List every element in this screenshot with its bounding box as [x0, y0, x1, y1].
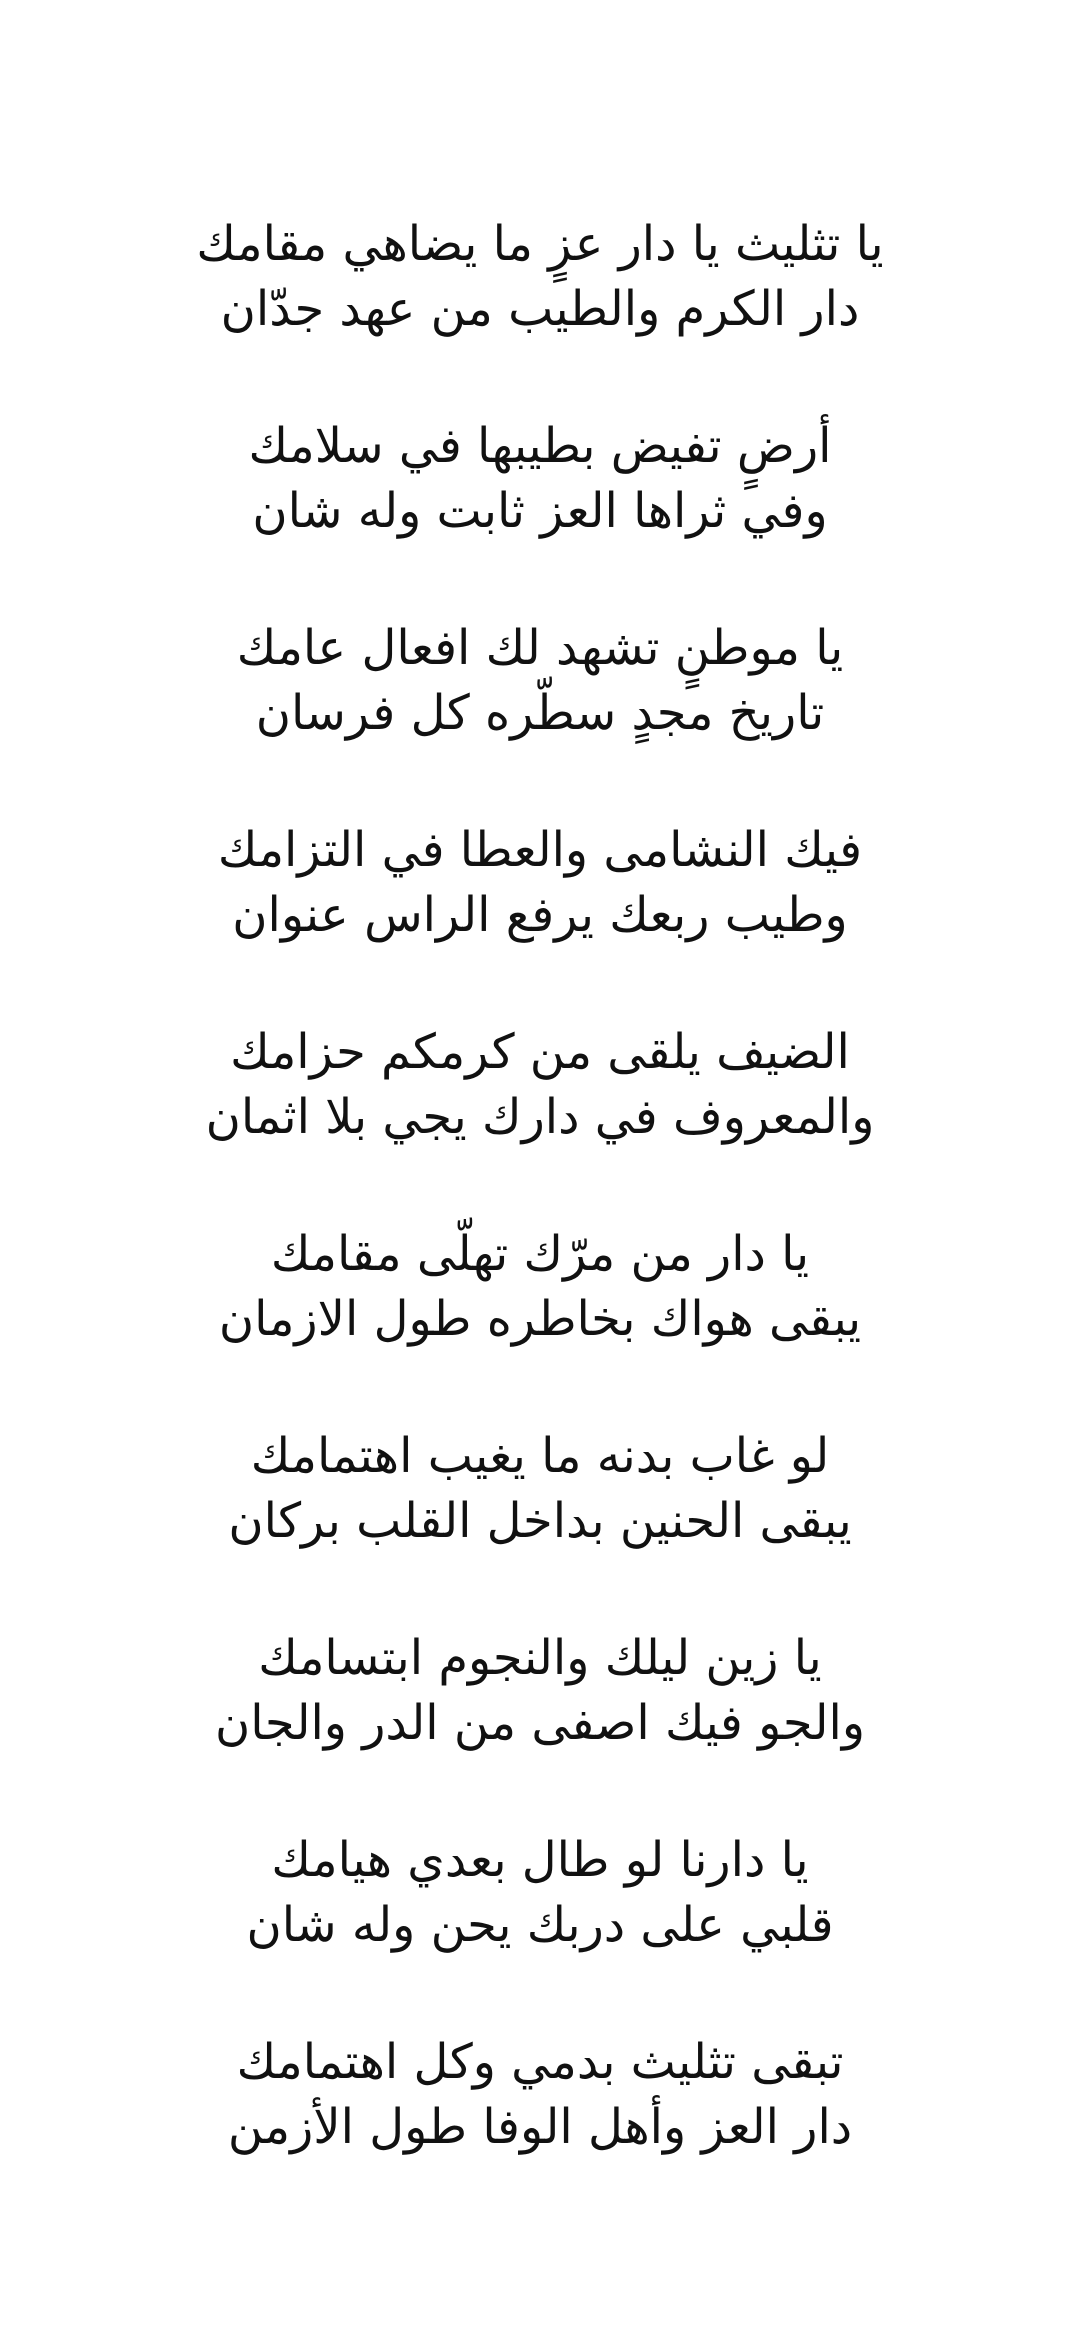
verse-first-hemistich: فيك النشامى والعطا في التزامك [217, 822, 863, 878]
verse-first-hemistich: الضيف يلقى من كرمكم حزامك [230, 1024, 850, 1080]
stanza [0, 818, 1080, 1020]
verse-first-hemistich: أرضٍ تفيض بطيبها في سلامك [248, 418, 832, 474]
verse-second-hemistich: يبقى هواك بخاطره طول الازمان [218, 1291, 862, 1347]
verse-first-hemistich: يا موطنٍ تشهد لك افعال عامك [236, 620, 844, 676]
verse-second-hemistich: دار الكرم والطيب من عهد جدّان [220, 281, 860, 337]
verse-second-hemistich: دار العز وأهل الوفا طول الأزمن [227, 2099, 853, 2155]
stanza [0, 1828, 1080, 2030]
verse-second-hemistich: والجو فيك اصفى من الدر والجان [214, 1695, 866, 1751]
verse-second-hemistich: يبقى الحنين بداخل القلب بركان [228, 1493, 852, 1549]
stanza [0, 616, 1080, 818]
stanza [0, 1626, 1080, 1828]
stanza [0, 414, 1080, 616]
stanza [0, 212, 1080, 414]
verse-second-hemistich: قلبي على دربك يحن وله شان [246, 1897, 834, 1953]
verse-second-hemistich: وطيب ربعك يرفع الراس عنوان [232, 887, 848, 943]
stanza [0, 1222, 1080, 1424]
verse-first-hemistich: تبقى تثليث بدمي وكل اهتمامك [236, 2034, 844, 2090]
verse-second-hemistich: والمعروف في دارك يجي بلا اثمان [205, 1089, 875, 1145]
verse-second-hemistich: وفي ثراها العز ثابت وله شان [252, 483, 828, 539]
verse-first-hemistich: يا تثليث يا دار عزٍ ما يضاهي مقامك [196, 216, 884, 272]
verse-first-hemistich: لو غاب بدنه ما يغيب اهتمامك [250, 1428, 830, 1484]
stanza [0, 1020, 1080, 1222]
verse-first-hemistich: يا دار من مرّك تهلّى مقامك [270, 1226, 810, 1282]
poem [0, 212, 1080, 2232]
verse-first-hemistich: يا زين ليلك والنجوم ابتسامك [258, 1630, 822, 1686]
verse-second-hemistich: تاريخ مجدٍ سطّره كل فرسان [255, 685, 825, 741]
stanza [0, 2030, 1080, 2232]
verse-first-hemistich: يا دارنا لو طال بعدي هيامك [271, 1832, 809, 1888]
stanza [0, 1424, 1080, 1626]
